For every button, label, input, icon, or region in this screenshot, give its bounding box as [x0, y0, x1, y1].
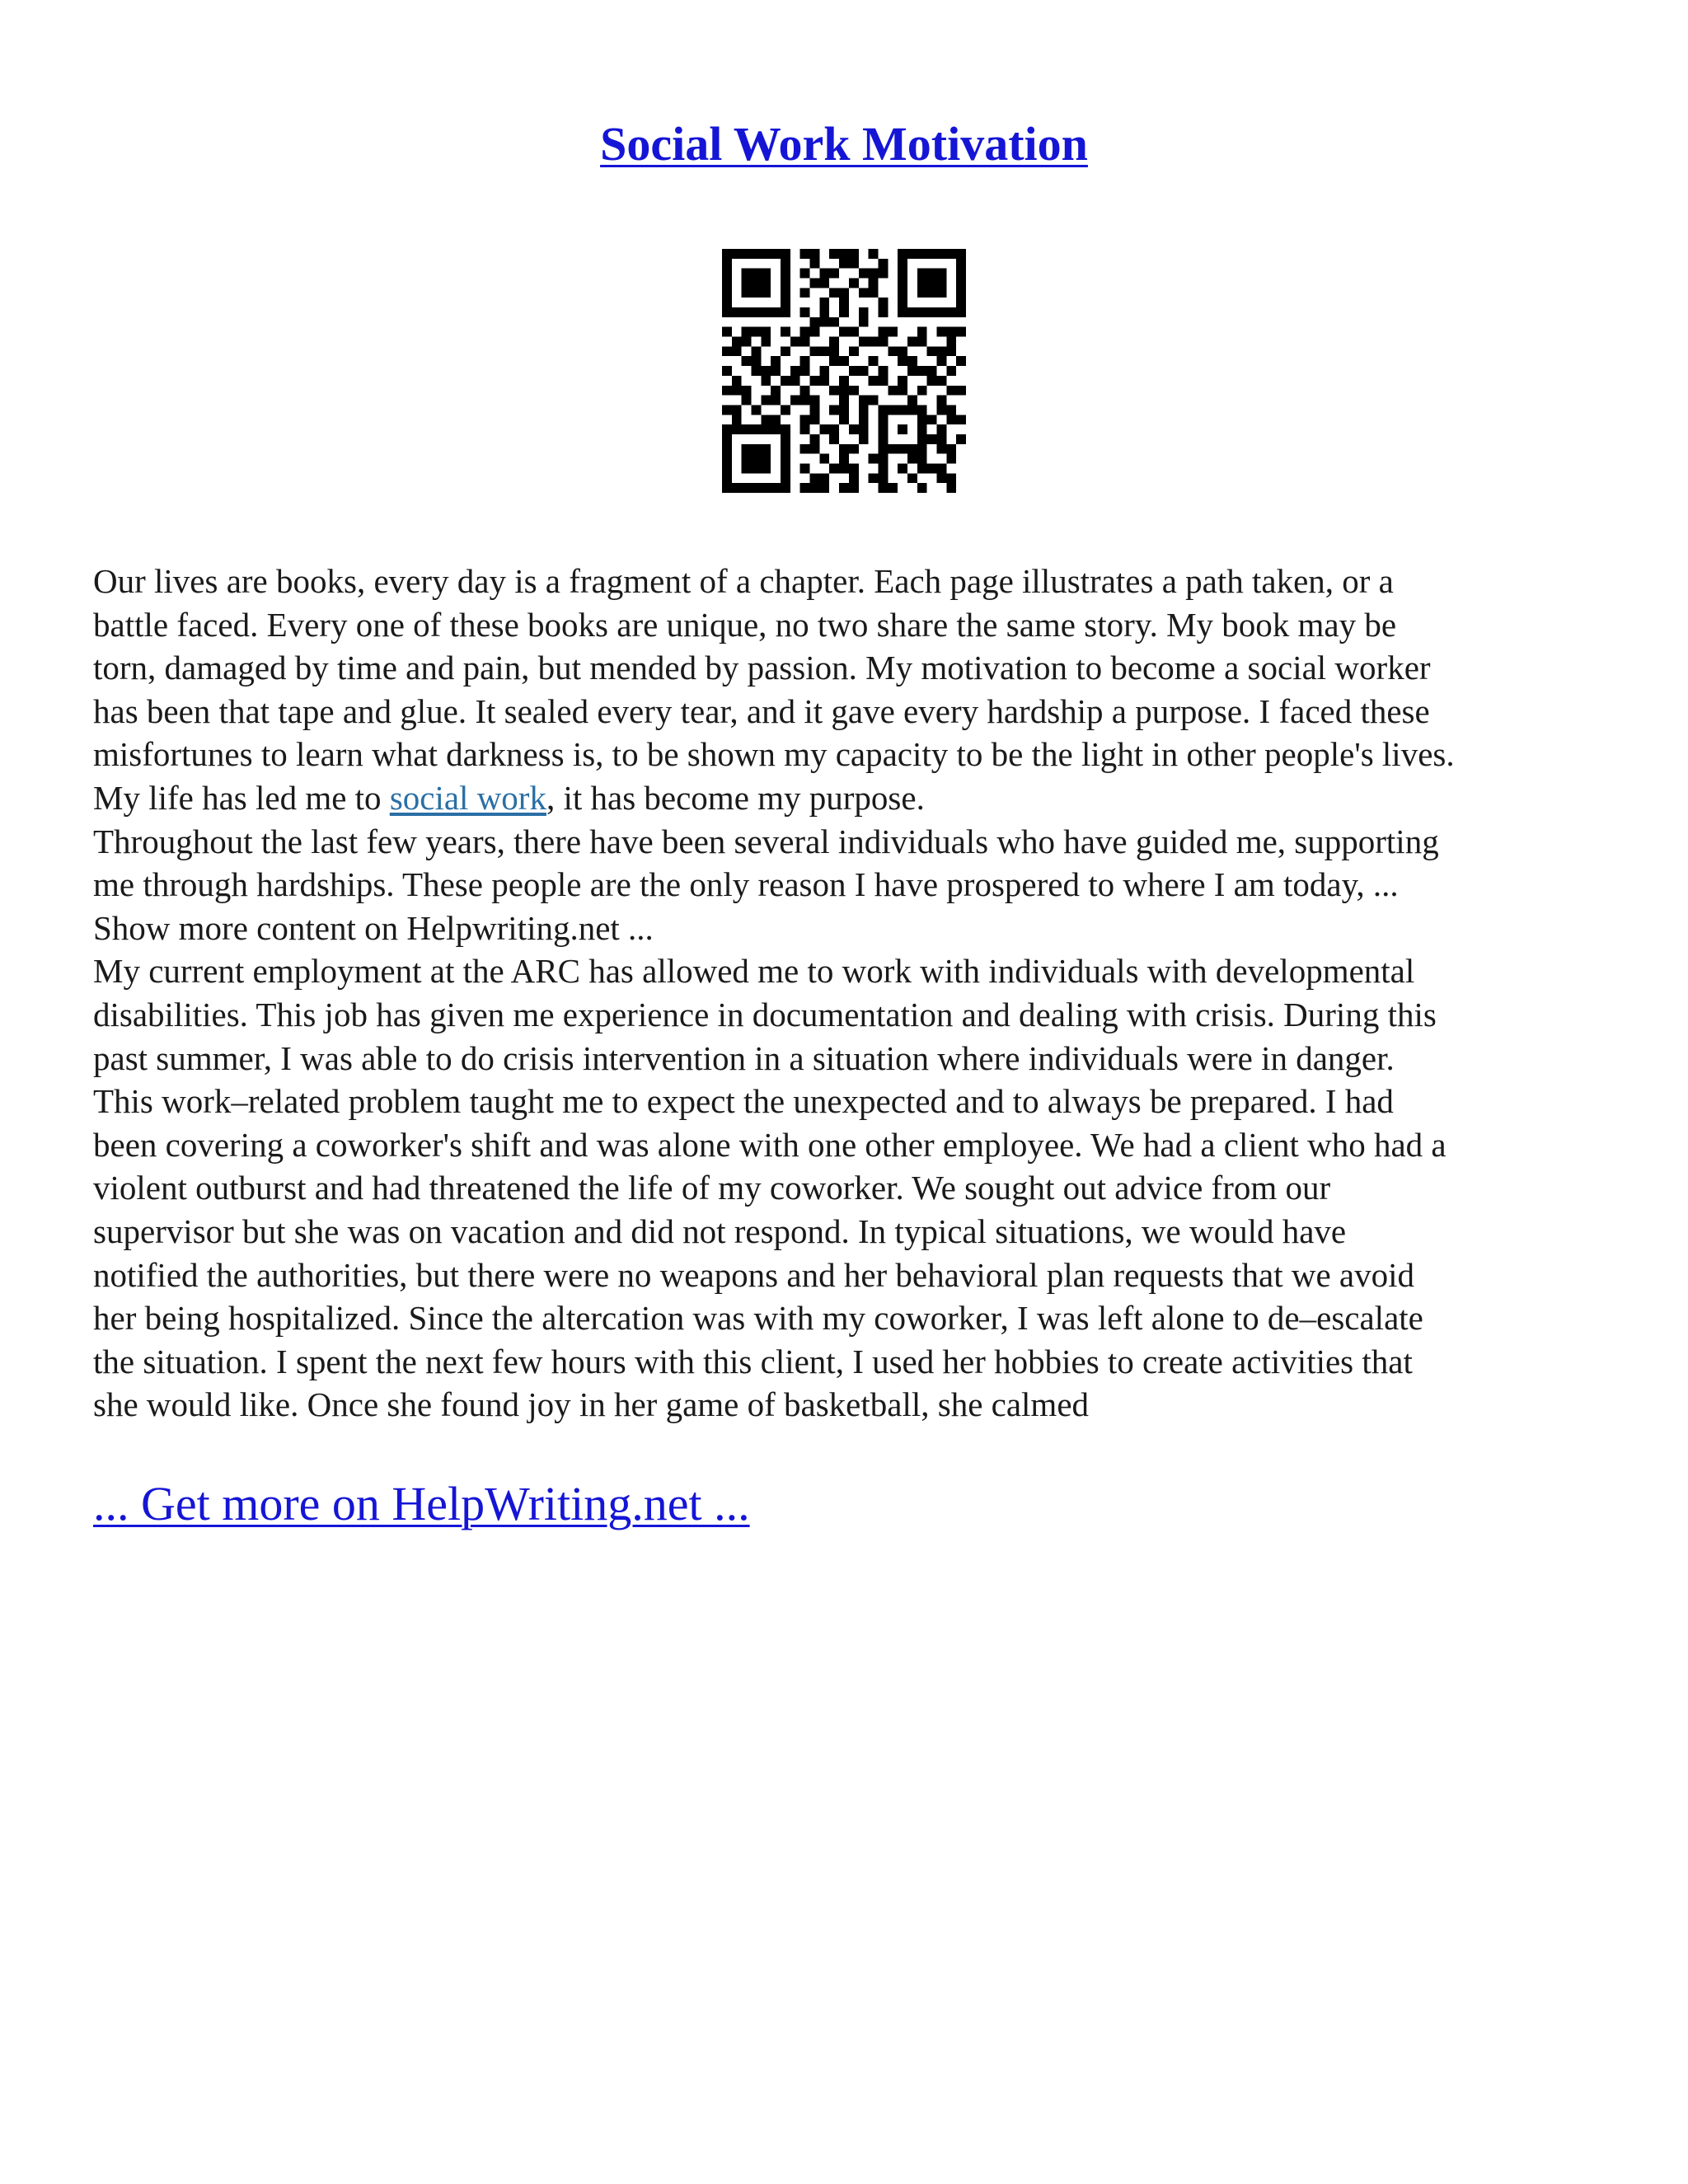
body-line: This work–related problem taught me to expect the unexpected and to always be prepared. I had [93, 1082, 1394, 1121]
body-line: me through hardships. These people are the only reason I have prospered to where I am today, ... [93, 865, 1399, 904]
body-line: supervisor but she was on vacation and did not respond. In typical situations, we would have [93, 1212, 1347, 1250]
body-line: Throughout the last few years, there have been several individuals who have guided me, supporting [93, 822, 1439, 860]
body-line: been covering a coworker's shift and was alone with one other employee. We had a client who had a [93, 1125, 1447, 1164]
body-line: torn, damaged by time and pain, but mended by passion. My motivation to become a social worker [93, 649, 1431, 687]
article-body [93, 560, 1601, 1427]
body-line: battle faced. Every one of these books are unique, no two share the same story. My book may be [93, 605, 1397, 644]
social-work-link[interactable]: social work [389, 778, 546, 817]
show-more-text: Show more content on Helpwriting.net ... [93, 908, 654, 947]
body-line: she would like. Once she found joy in her game of basketball, she calmed [93, 1385, 1090, 1424]
body-line: Our lives are books, every day is a fragment of a chapter. Each page illustrates a path taken, or a [93, 562, 1394, 600]
body-line: violent outburst and had threatened the life of my coworker. We sought out advice from our [93, 1169, 1331, 1207]
body-line: misfortunes to learn what darkness is, to be shown my capacity to be the light in other people's lives. [93, 735, 1455, 774]
body-line: has been that tape and glue. It sealed every tear, and it gave every hardship a purpose. I faced these [93, 691, 1430, 730]
body-line: My current employment at the ARC has allowed me to work with individuals with developmental [93, 952, 1415, 991]
body-line: notified the authorities, but there were no weapons and her behavioral plan requests that we avoid [93, 1255, 1415, 1294]
title-link[interactable]: Social Work Motivation [600, 117, 1088, 171]
body-line: past summer, I was able to do crisis intervention in a situation where individuals were in danger. [93, 1038, 1395, 1077]
get-more-link[interactable]: ... Get more on HelpWriting.net ... [93, 1477, 750, 1530]
body-line: disabilities. This job has given me experience in documentation and dealing with crisis. During this [93, 995, 1437, 1033]
body-line: the situation. I spent the next few hours with this client, I used her hobbies to create activities that [93, 1342, 1413, 1380]
body-line-with-link [93, 776, 1601, 820]
link-line-after: , it has become my purpose. [546, 778, 925, 817]
qr-code-icon [722, 249, 966, 493]
page-title [0, 115, 1688, 173]
link-line-before: My life has led me to [93, 778, 390, 817]
body-line: her being hospitalized. Since the altercation was with my coworker, I was left alone to de–escalate [93, 1299, 1423, 1338]
